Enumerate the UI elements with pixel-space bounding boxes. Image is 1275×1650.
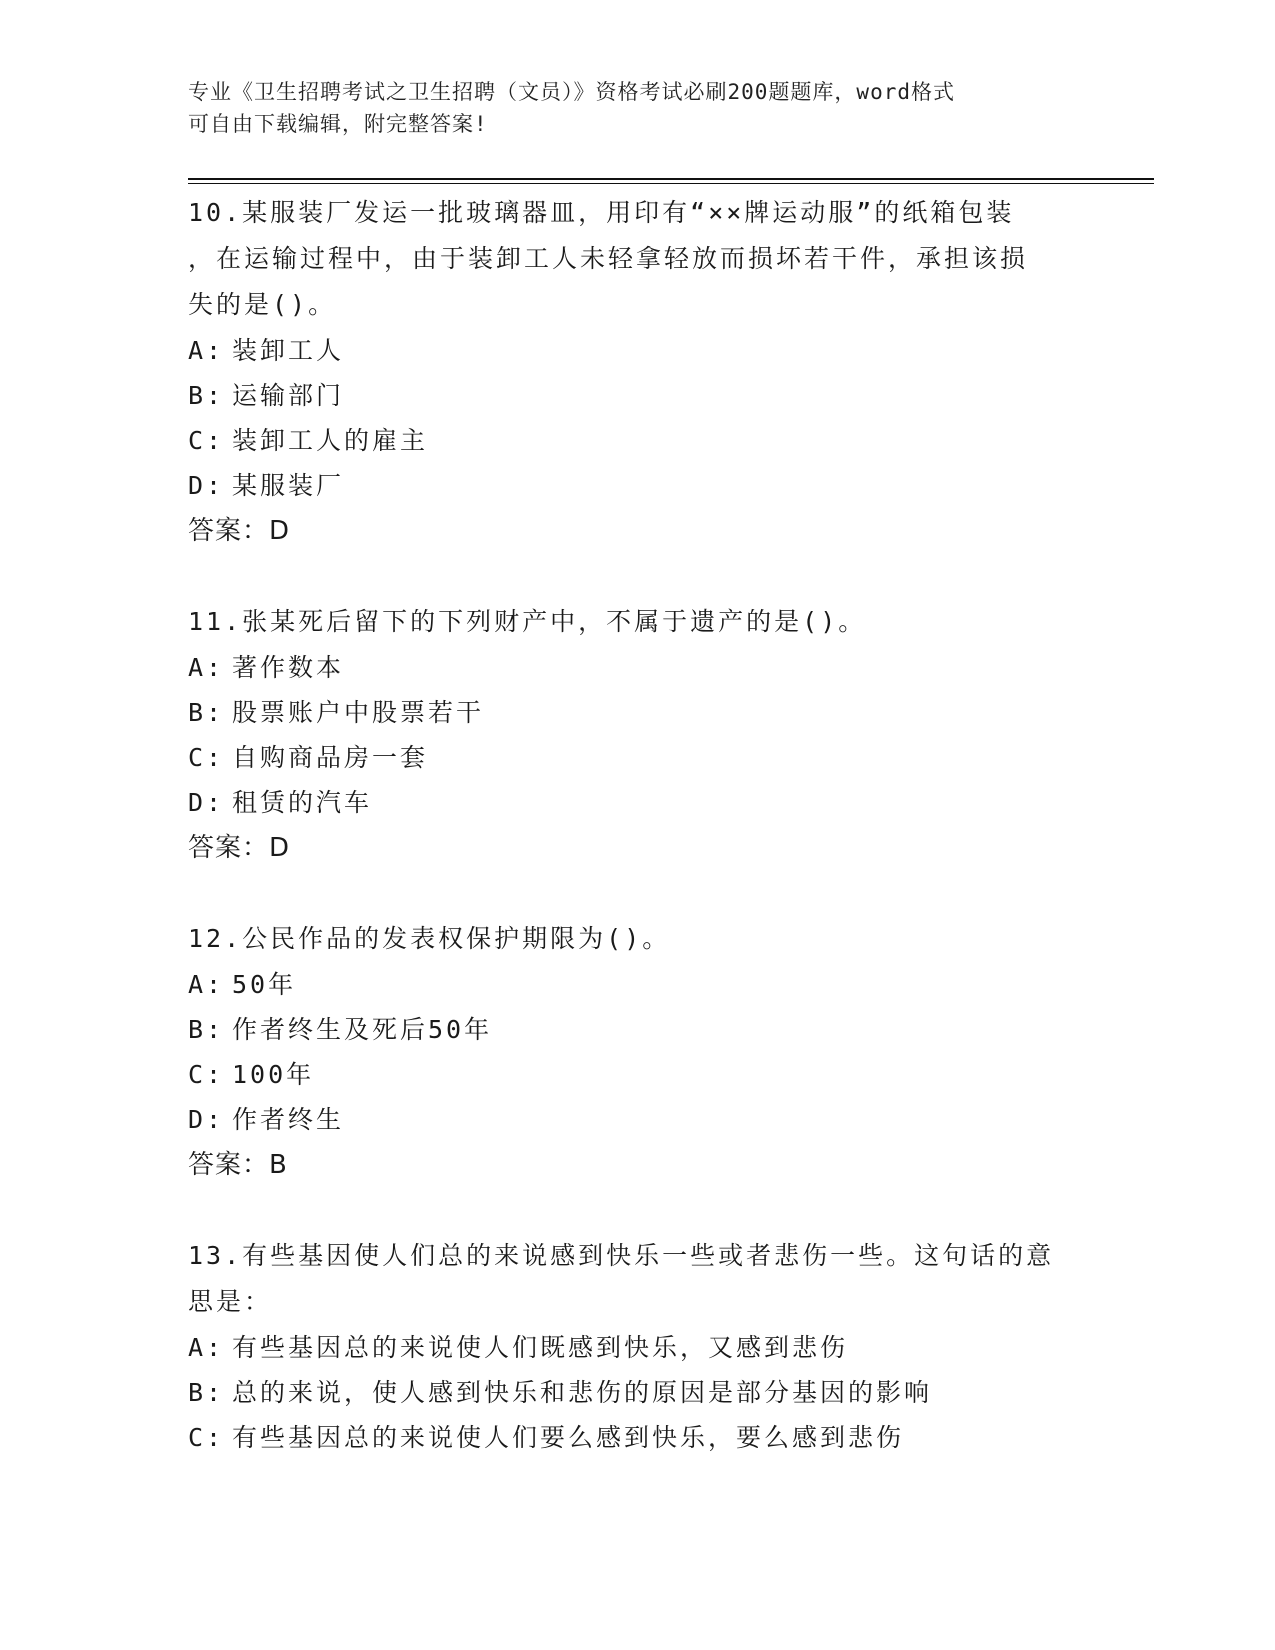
answer-label: 答案：B [188,1150,288,1180]
option-c [188,1052,1088,1097]
option-a [188,1325,1088,1370]
answer-label: 答案：D [188,516,291,546]
option-text: 运输部门 [232,381,345,410]
option-text: 装卸工人 [232,336,345,365]
option-text: 租赁的汽车 [232,788,373,817]
option-text: 总的来说，使人感到快乐和悲伤的原因是部分基因的影响 [232,1378,933,1407]
option-key: B: [188,381,225,410]
question-text-line: ，在运输过程中，由于装卸工人未轻拿轻放而损坏若干件，承担该损 [188,244,1029,273]
question-text [188,1233,1088,1325]
option-key: A: [188,336,225,365]
question-12 [188,916,1088,1188]
question-text-line: 思是： [188,1287,273,1316]
option-b [188,373,1088,418]
question-text [188,190,1088,328]
option-text: 有些基因总的来说使人们要么感到快乐，要么感到悲伤 [232,1423,905,1452]
option-text: 50年 [232,970,297,999]
question-text-line: 10.某服装厂发运一批玻璃器皿，用印有“××牌运动服”的纸箱包装 [188,198,1015,227]
option-text: 作者终生及死后50年 [232,1015,493,1044]
option-b [188,1007,1088,1052]
question-10 [188,190,1088,554]
question-spacer [188,871,1088,916]
option-a [188,328,1088,373]
option-c [188,418,1088,463]
option-key: D: [188,788,225,817]
option-key: C: [188,1423,225,1452]
option-c [188,735,1088,780]
question-text-line: 11.张某死后留下的下列财产中，不属于遗产的是()。 [188,607,867,636]
header-divider-thin [188,183,1154,184]
option-key: D: [188,1105,225,1134]
option-text: 自购商品房一套 [232,743,429,772]
option-text: 100年 [232,1060,315,1089]
option-a [188,962,1088,1007]
question-text-line: 13.有些基因使人们总的来说感到快乐一些或者悲伤一些。这句话的意 [188,1241,1055,1270]
option-d [188,463,1088,508]
header-divider-thick [188,178,1154,180]
question-spacer [188,1188,1088,1233]
option-a [188,645,1088,690]
question-spacer [188,554,1088,599]
option-text: 装卸工人的雇主 [232,426,429,455]
question-11 [188,599,1088,871]
question-text [188,916,1088,962]
option-key: A: [188,1333,225,1362]
document-header [188,76,1088,140]
option-text: 有些基因总的来说使人们既感到快乐，又感到悲伤 [232,1333,849,1362]
option-key: C: [188,743,225,772]
question-text-line: 失的是()。 [188,290,337,319]
option-d [188,780,1088,825]
option-key: B: [188,1378,225,1407]
option-text: 作者终生 [232,1105,345,1134]
option-b [188,690,1088,735]
option-text: 股票账户中股票若干 [232,698,485,727]
question-13 [188,1233,1088,1460]
option-key: A: [188,970,225,999]
option-text: 某服装厂 [232,471,345,500]
question-text [188,599,1088,645]
option-key: D: [188,471,225,500]
option-key: C: [188,426,225,455]
answer-label: 答案：D [188,833,291,863]
option-text: 著作数本 [232,653,345,682]
option-d [188,1097,1088,1142]
option-b [188,1370,1088,1415]
question-list [188,190,1088,1460]
option-key: B: [188,1015,225,1044]
header-line-2: 可自由下载编辑，附完整答案! [188,112,488,136]
option-c [188,1415,1088,1460]
header-line-1: 专业《卫生招聘考试之卫生招聘（文员）》资格考试必刷200题题库，word格式 [188,80,955,104]
option-key: A: [188,653,225,682]
option-key: B: [188,698,225,727]
question-text-line: 12.公民作品的发表权保护期限为()。 [188,924,671,953]
option-key: C: [188,1060,225,1089]
